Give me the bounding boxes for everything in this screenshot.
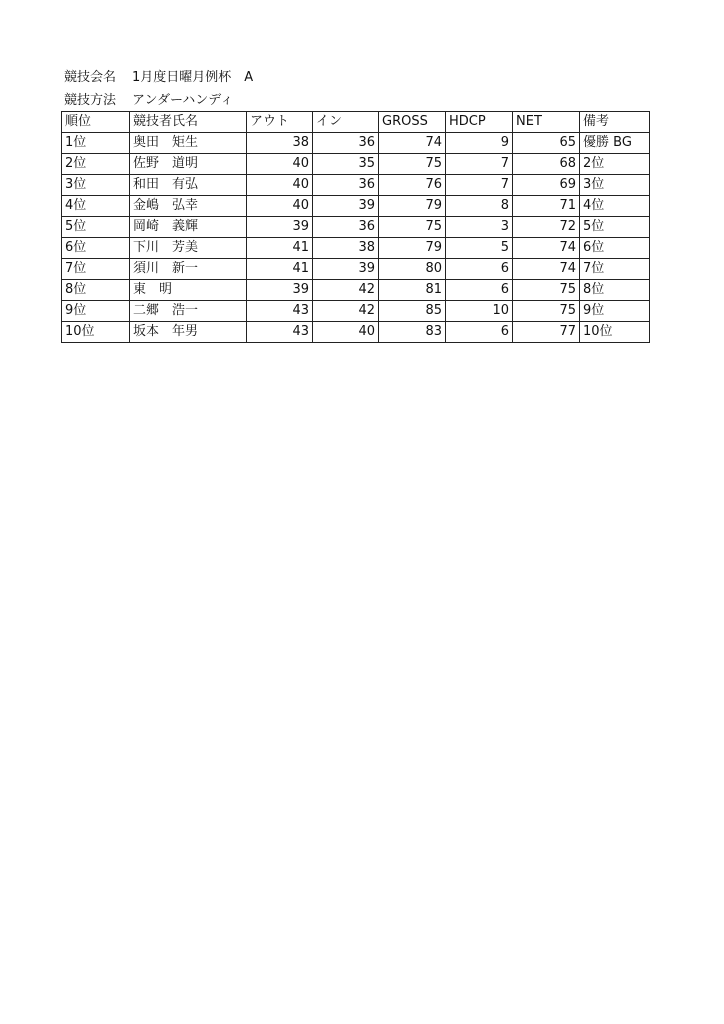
remarks-cell: 8位 xyxy=(580,280,650,301)
table-row xyxy=(62,175,650,196)
competition-header xyxy=(64,66,253,112)
remarks-cell: 2位 xyxy=(580,154,650,175)
remarks-cell: 9位 xyxy=(580,301,650,322)
rank-cell: 7位 xyxy=(62,259,130,280)
column-header-hdcp: HDCP xyxy=(446,112,513,133)
hdcp-cell: 6 xyxy=(446,322,513,343)
remarks-cell: 4位 xyxy=(580,196,650,217)
hdcp-cell: 3 xyxy=(446,217,513,238)
out-score-cell: 40 xyxy=(247,154,313,175)
in-score-cell: 40 xyxy=(313,322,379,343)
gross-score-cell: 80 xyxy=(379,259,446,280)
hdcp-cell: 9 xyxy=(446,133,513,154)
rank-cell: 6位 xyxy=(62,238,130,259)
in-score-cell: 36 xyxy=(313,175,379,196)
table-row xyxy=(62,322,650,343)
net-score-cell: 69 xyxy=(513,175,580,196)
net-score-cell: 71 xyxy=(513,196,580,217)
table-row xyxy=(62,154,650,175)
hdcp-cell: 6 xyxy=(446,280,513,301)
remarks-cell: 7位 xyxy=(580,259,650,280)
competition-name-value: 1月度日曜月例杯 A xyxy=(132,70,254,85)
in-score-cell: 36 xyxy=(313,133,379,154)
player-name-cell: 岡崎 義輝 xyxy=(130,217,247,238)
competition-method-label: 競技方法 xyxy=(64,93,117,108)
gross-score-cell: 74 xyxy=(379,133,446,154)
player-name-cell: 坂本 年男 xyxy=(130,322,247,343)
player-name-cell: 和田 有弘 xyxy=(130,175,247,196)
player-name-cell: 奥田 矩生 xyxy=(130,133,247,154)
gross-score-cell: 79 xyxy=(379,238,446,259)
net-score-cell: 75 xyxy=(513,301,580,322)
gross-score-cell: 75 xyxy=(379,217,446,238)
competition-name-row xyxy=(64,66,253,89)
remarks-cell: 3位 xyxy=(580,175,650,196)
column-header-player-name: 競技者氏名 xyxy=(130,112,247,133)
in-score-cell: 42 xyxy=(313,280,379,301)
table-row xyxy=(62,217,650,238)
column-header-out: アウト xyxy=(247,112,313,133)
net-score-cell: 65 xyxy=(513,133,580,154)
remarks-cell: 10位 xyxy=(580,322,650,343)
hdcp-cell: 10 xyxy=(446,301,513,322)
rank-cell: 5位 xyxy=(62,217,130,238)
out-score-cell: 40 xyxy=(247,196,313,217)
results-header-row xyxy=(62,112,650,133)
column-header-in: イン xyxy=(313,112,379,133)
table-row xyxy=(62,133,650,154)
rank-cell: 3位 xyxy=(62,175,130,196)
in-score-cell: 36 xyxy=(313,217,379,238)
in-score-cell: 39 xyxy=(313,196,379,217)
out-score-cell: 41 xyxy=(247,259,313,280)
remarks-cell: 6位 xyxy=(580,238,650,259)
player-name-cell: 東 明 xyxy=(130,280,247,301)
hdcp-cell: 7 xyxy=(446,175,513,196)
gross-score-cell: 79 xyxy=(379,196,446,217)
table-row xyxy=(62,259,650,280)
column-header-rank: 順位 xyxy=(62,112,130,133)
in-score-cell: 35 xyxy=(313,154,379,175)
table-row xyxy=(62,301,650,322)
net-score-cell: 77 xyxy=(513,322,580,343)
out-score-cell: 39 xyxy=(247,280,313,301)
table-row xyxy=(62,238,650,259)
gross-score-cell: 85 xyxy=(379,301,446,322)
out-score-cell: 40 xyxy=(247,175,313,196)
net-score-cell: 68 xyxy=(513,154,580,175)
net-score-cell: 75 xyxy=(513,280,580,301)
competition-method-row xyxy=(64,89,253,112)
hdcp-cell: 6 xyxy=(446,259,513,280)
in-score-cell: 39 xyxy=(313,259,379,280)
out-score-cell: 43 xyxy=(247,322,313,343)
remarks-cell: 5位 xyxy=(580,217,650,238)
rank-cell: 8位 xyxy=(62,280,130,301)
gross-score-cell: 75 xyxy=(379,154,446,175)
table-row xyxy=(62,280,650,301)
remarks-cell: 優勝 BG xyxy=(580,133,650,154)
out-score-cell: 38 xyxy=(247,133,313,154)
in-score-cell: 38 xyxy=(313,238,379,259)
hdcp-cell: 8 xyxy=(446,196,513,217)
net-score-cell: 72 xyxy=(513,217,580,238)
net-score-cell: 74 xyxy=(513,238,580,259)
rank-cell: 4位 xyxy=(62,196,130,217)
rank-cell: 10位 xyxy=(62,322,130,343)
competition-method-value: アンダーハンディ xyxy=(132,93,234,108)
player-name-cell: 金嶋 弘幸 xyxy=(130,196,247,217)
column-header-gross: GROSS xyxy=(379,112,446,133)
out-score-cell: 43 xyxy=(247,301,313,322)
rank-cell: 9位 xyxy=(62,301,130,322)
player-name-cell: 佐野 道明 xyxy=(130,154,247,175)
gross-score-cell: 76 xyxy=(379,175,446,196)
out-score-cell: 39 xyxy=(247,217,313,238)
gross-score-cell: 81 xyxy=(379,280,446,301)
column-header-net: NET xyxy=(513,112,580,133)
out-score-cell: 41 xyxy=(247,238,313,259)
hdcp-cell: 7 xyxy=(446,154,513,175)
player-name-cell: 下川 芳美 xyxy=(130,238,247,259)
table-row xyxy=(62,196,650,217)
player-name-cell: 須川 新一 xyxy=(130,259,247,280)
hdcp-cell: 5 xyxy=(446,238,513,259)
gross-score-cell: 83 xyxy=(379,322,446,343)
results-table xyxy=(61,111,650,343)
column-header-remarks: 備考 xyxy=(580,112,650,133)
rank-cell: 1位 xyxy=(62,133,130,154)
player-name-cell: 二郷 浩一 xyxy=(130,301,247,322)
competition-name-label: 競技会名 xyxy=(64,70,117,85)
in-score-cell: 42 xyxy=(313,301,379,322)
rank-cell: 2位 xyxy=(62,154,130,175)
net-score-cell: 74 xyxy=(513,259,580,280)
